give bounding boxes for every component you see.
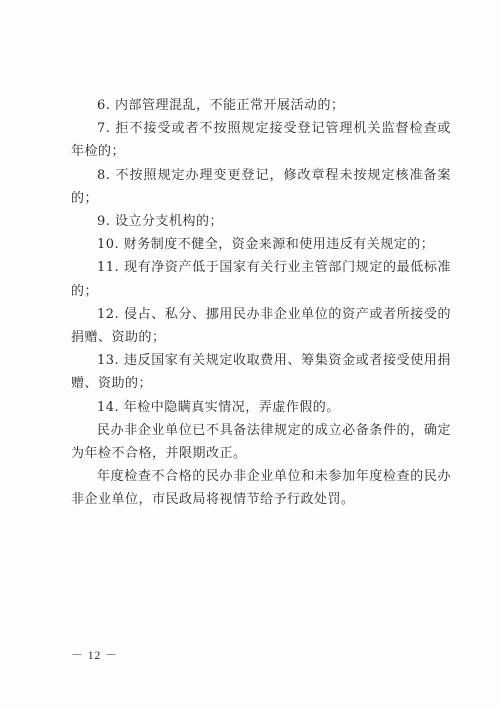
paragraph-annual-check-failure: 民办非企业单位已不具备法律规定的成立必备条件的，确定为年检不合格，并限期改正。 [71, 422, 451, 462]
paragraph-item-11: 11. 现有净资产低于国家有关行业主管部门规定的最低标准的； [71, 260, 451, 299]
paragraph-item-9: 9. 设立分支机构的； [97, 214, 224, 230]
paragraph-item-14: 14. 年检中隐瞒真实情况，弄虚作假的。 [97, 399, 340, 415]
paragraph-administrative-penalty: 年度检查不合格的民办非企业单位和未参加年度检查的民办非企业单位，市民政局将视情节给予行政处罚。 [71, 469, 451, 508]
page-number: － 12 － [71, 648, 118, 662]
paragraph-item-7: 7. 拒不接受或者不按照规定接受登记管理机关监督检查或年检的； [71, 121, 451, 160]
paragraph-item-10: 10. 财务制度不健全，资金来源和使用违反有关规定的； [97, 237, 435, 253]
paragraph-item-6: 6. 内部管理混乱，不能正常开展活动的； [97, 98, 345, 113]
paragraph-item-13: 13. 违反国家有关规定收取费用、筹集资金或者接受使用捐赠、资助的； [71, 353, 451, 392]
document-body [71, 94, 451, 512]
paragraph-item-12: 12. 侵占、私分、挪用民办非企业单位的资产或者所接受的捐赠、资助的； [71, 306, 451, 346]
paragraph-item-8: 8. 不按照规定办理变更登记，修改章程未按规定核准备案的； [71, 167, 451, 206]
